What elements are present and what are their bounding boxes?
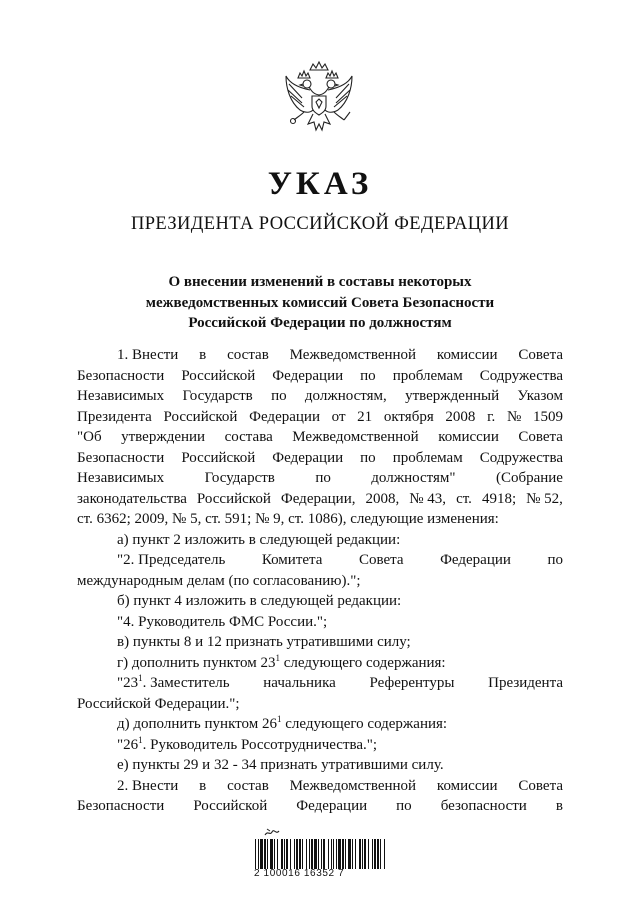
word: Федерации xyxy=(249,408,320,425)
word: Совета xyxy=(518,347,563,363)
word: Федерации, xyxy=(280,490,356,507)
word: 2008, xyxy=(365,490,400,507)
word: 1509 xyxy=(532,408,563,425)
word: Федерации xyxy=(272,449,344,466)
word: Государств xyxy=(182,388,253,404)
barcode-number: 2 100016 16352 7 xyxy=(254,868,345,879)
paragraph-line xyxy=(77,509,563,530)
word: Независимых xyxy=(77,388,165,404)
word: Содружества xyxy=(479,449,563,466)
word: Безопасности xyxy=(77,798,165,814)
quoted-line: Российской Федерации."; xyxy=(77,695,240,712)
word: состав xyxy=(227,777,269,794)
word: Совета xyxy=(518,429,563,445)
coat-of-arms-emblem xyxy=(280,58,358,142)
text: следующего содержания: xyxy=(280,654,446,671)
word: 21 xyxy=(357,408,373,425)
word: 2008 xyxy=(445,408,476,425)
word: Президента xyxy=(77,408,152,425)
word: по xyxy=(360,367,376,384)
word: от xyxy=(331,408,346,425)
word: (Собрание xyxy=(495,470,563,486)
list-item xyxy=(77,653,563,674)
heading-line: межведомственных комиссий Совета Безопасности xyxy=(145,294,495,311)
word: № 52, xyxy=(526,490,563,507)
list-item: в) пункты 8 и 12 признать утратившими силу; xyxy=(117,634,411,650)
word: Российской xyxy=(196,490,271,507)
word: Совета xyxy=(358,552,404,568)
word: Государств xyxy=(204,470,275,486)
word: состав xyxy=(227,347,269,363)
word: Российской xyxy=(163,408,238,425)
word: октября xyxy=(383,408,434,425)
word: ст. 6362; 2009, № 5, ст. 591; № 9, ст. 1086), следующие изменения: xyxy=(77,511,499,527)
word: комиссии xyxy=(436,347,498,363)
paragraph-line xyxy=(77,776,563,797)
list-item xyxy=(77,714,563,735)
text: . Заместитель xyxy=(142,675,230,691)
word: "2. Председатель xyxy=(117,552,226,568)
paragraph-line xyxy=(77,468,563,489)
word: 1. Внести xyxy=(117,347,179,363)
paragraph-line xyxy=(77,796,563,817)
word: Референтуры xyxy=(369,675,455,691)
superscript: 1 xyxy=(276,714,282,724)
word: комиссии xyxy=(438,429,499,445)
word: Федерации xyxy=(272,367,344,384)
text: следующего содержания: xyxy=(281,716,448,732)
paragraph-line xyxy=(77,427,563,448)
word xyxy=(117,673,230,694)
word: Безопасности xyxy=(77,449,165,466)
paragraph-line xyxy=(77,407,563,428)
word: № xyxy=(506,408,522,425)
word: по xyxy=(360,449,376,466)
text: д) дополнить пунктом 26 xyxy=(117,716,277,732)
quoted-line: международным делам (по согласованию)."; xyxy=(77,572,361,589)
word: по xyxy=(271,388,287,404)
word: Межведомственной xyxy=(289,347,417,363)
word: в xyxy=(199,347,207,363)
word: утвержденный xyxy=(405,388,500,404)
list-item: е) пункты 29 и 32 - 34 признать утратившими силу. xyxy=(117,757,444,773)
word: безопасности xyxy=(440,798,527,814)
list-item: б) пункт 4 изложить в следующей редакции: xyxy=(117,593,402,609)
word: Межведомственной xyxy=(289,777,417,794)
list-item: а) пункт 2 изложить в следующей редакции: xyxy=(117,531,401,548)
word: г. xyxy=(487,408,496,425)
word: Федерации xyxy=(440,552,511,568)
word: ст. xyxy=(456,490,472,507)
word: "Об xyxy=(77,429,102,445)
word: Российской xyxy=(181,449,256,466)
word: по xyxy=(315,470,331,486)
paragraph-line xyxy=(77,448,563,469)
heading-line: О внесении изменений в составы некоторых xyxy=(168,274,472,290)
quoted-line: "4. Руководитель ФМС России."; xyxy=(117,613,328,630)
word: должностям" xyxy=(371,470,456,486)
paragraph-line xyxy=(77,489,563,510)
superscript: 1 xyxy=(275,652,281,663)
word: Безопасности xyxy=(77,367,165,384)
word: должностям, xyxy=(304,388,387,404)
word: 4918; xyxy=(481,490,517,507)
word: 2. Внести xyxy=(117,777,179,794)
word: Федерации xyxy=(296,798,368,814)
word: Независимых xyxy=(77,470,165,486)
word: состава xyxy=(224,429,273,445)
text: г) дополнить пунктом 23 xyxy=(117,654,276,671)
paragraph-line xyxy=(77,386,563,407)
word: Российской xyxy=(193,798,268,814)
paragraph-line xyxy=(77,366,563,387)
text: "26 xyxy=(117,736,139,753)
word: по xyxy=(396,798,412,814)
heading-line: Российской Федерации по должностям xyxy=(188,315,452,331)
word: по xyxy=(547,552,563,568)
word: утверждении xyxy=(121,429,206,445)
quoted-line xyxy=(77,673,563,694)
word: проблемам xyxy=(392,367,463,384)
superscript: 1 xyxy=(138,673,143,683)
document-subtitle: ПРЕЗИДЕНТА РОССИЙСКОЙ ФЕДЕРАЦИИ xyxy=(130,214,510,234)
decree-heading xyxy=(0,272,640,334)
word: в xyxy=(555,798,563,814)
word: комиссии xyxy=(436,777,498,794)
word: законодательства xyxy=(77,490,187,507)
quoted-line xyxy=(77,735,563,756)
word: Содружества xyxy=(479,367,563,384)
word: Комитета xyxy=(261,552,323,568)
word: № 43, xyxy=(409,490,447,507)
text: "23 xyxy=(117,675,139,691)
quoted-line xyxy=(77,550,563,571)
decree-body xyxy=(77,345,563,817)
word: Совета xyxy=(518,777,563,794)
word: Президента xyxy=(488,675,563,691)
word: Межведомственной xyxy=(292,429,419,445)
paragraph-line xyxy=(77,345,563,366)
text: . Руководитель Россотрудничества."; xyxy=(142,736,378,753)
word: Указом xyxy=(517,388,563,404)
word: проблемам xyxy=(392,449,463,466)
word: в xyxy=(199,777,207,794)
superscript: 1 xyxy=(138,734,143,745)
handwritten-mark-icon xyxy=(264,826,280,838)
word: Российской xyxy=(181,367,256,384)
document-title: УКАЗ xyxy=(267,166,373,202)
word: начальника xyxy=(263,675,336,691)
barcode xyxy=(254,839,388,869)
